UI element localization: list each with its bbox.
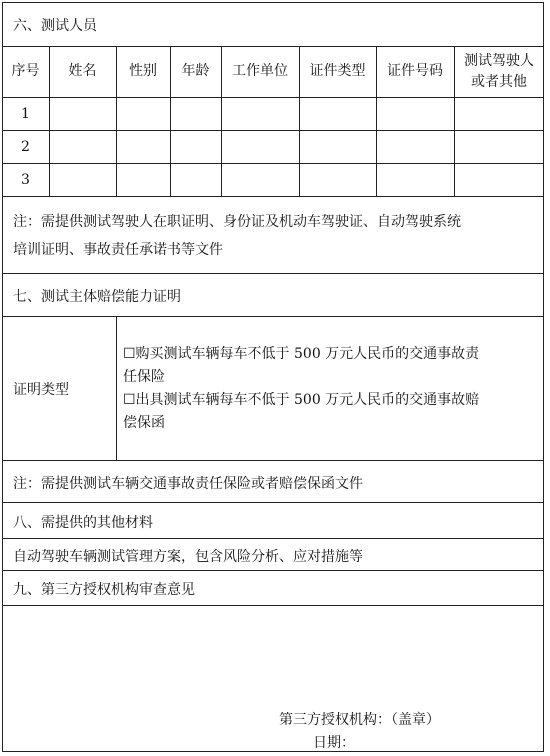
section7-note: 注：需提供测试车辆交通事故责任保险或者赔偿保函文件: [13, 476, 363, 492]
section8-content-row: [2, 538, 544, 570]
section9-review-area: [2, 605, 544, 752]
option-guarantee-line1[interactable]: ☐出具测试车辆每车不低于 500 万元人民币的交通事故赔: [123, 392, 480, 408]
section6-note-line1: 注：需提供测试驾驶人在职证明、身份证及机动车驾驶证、自动驾驶系统: [13, 214, 461, 230]
section8-content: 自动驾驶车辆测试管理方案，包含风险分析、应对措施等: [13, 549, 363, 565]
section6-note-row: [2, 196, 544, 273]
review-date-label: 日期：: [313, 735, 355, 751]
section7-title: 七、测试主体赔偿能力证明: [13, 289, 181, 305]
section6-title-row: [2, 2, 544, 46]
header-role: [454, 46, 544, 97]
section7-note-row: [2, 460, 544, 502]
header-id-number: 证件号码: [387, 63, 443, 79]
third-party-org-label: 第三方授权机构：（盖章）: [279, 712, 440, 728]
header-id-type: 证件类型: [309, 63, 366, 79]
option-insurance-line2: 任保险: [123, 369, 165, 385]
header-index: 序号: [11, 63, 40, 79]
section9-title: 九、第三方授权机构审查意见: [13, 582, 195, 598]
option-guarantee-line2: 偿保函: [123, 415, 165, 431]
section8-title-row: [2, 502, 544, 538]
section9-title-row: [2, 570, 544, 605]
section6-note-line2: 培训证明、事故责任承诺书等文件: [13, 242, 223, 258]
application-form: [2, 2, 544, 752]
proof-type-label: 证明类型: [13, 382, 69, 398]
header-role-line1: 测试驾驶人: [464, 52, 534, 69]
row-number-2: 2: [21, 139, 30, 155]
option-insurance-line1[interactable]: ☐购买测试车辆每车不低于 500 万元人民币的交通事故责: [123, 346, 480, 362]
header-gender: 性别: [129, 63, 157, 79]
row-number-3: 3: [21, 172, 30, 188]
section8-title: 八、需提供的其他材料: [13, 515, 153, 531]
header-employer: 工作单位: [232, 63, 288, 79]
header-role-line2: 或者其他: [471, 73, 527, 90]
personnel-table: [2, 46, 544, 196]
section7-title-row: [2, 273, 544, 316]
section6-title: 六、测试人员: [13, 18, 97, 34]
header-name: 姓名: [68, 63, 97, 79]
row-number-1: 1: [21, 106, 30, 122]
section7-proof-row: [2, 316, 544, 460]
header-age: 年龄: [181, 63, 210, 79]
